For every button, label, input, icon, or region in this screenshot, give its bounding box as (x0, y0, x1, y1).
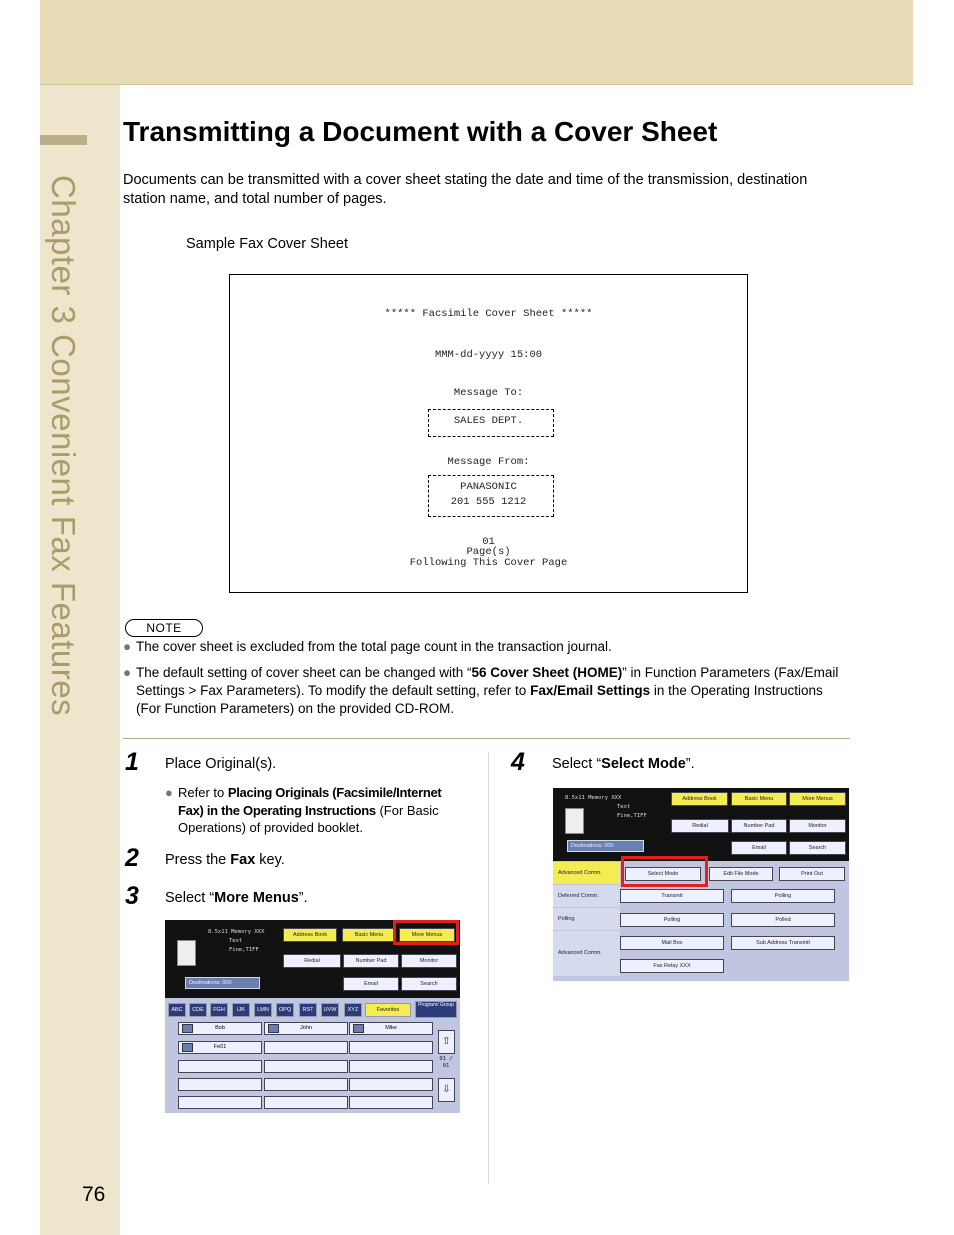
step-4-number: 4 (511, 748, 525, 776)
destination-empty-12[interactable] (349, 1078, 433, 1091)
step-3-number: 3 (125, 882, 139, 910)
step-4-text: Select “Select Mode”. (552, 756, 695, 772)
tab-abc[interactable]: ABC (168, 1003, 186, 1017)
fax-relay-button[interactable]: Fax Relay XXX (620, 959, 724, 973)
destination-empty-9[interactable] (349, 1060, 433, 1073)
fax-cover-sheet-sample (229, 274, 748, 593)
note-bullet-1: ● The cover sheet is excluded from the total page count in the transaction journal. (123, 639, 612, 654)
destination-bob[interactable]: Bob (178, 1022, 262, 1035)
tab-opq[interactable]: OPQ (276, 1003, 294, 1017)
destination-fe01[interactable]: Fe01 (178, 1041, 262, 1054)
cover-to-label: Message To: (453, 387, 524, 399)
cover-datetime: MMM-dd-yyyy 15:00 (434, 349, 543, 361)
number-pad-button[interactable]: Number Pad (343, 954, 399, 968)
screen2-status-3: Fine,TIFF (617, 813, 647, 819)
basic-menu-button[interactable]: Basic Menu (342, 928, 396, 942)
touch-panel-screen-1 (165, 920, 460, 1113)
more-menus-button[interactable]: More Menus (399, 928, 455, 942)
tab-favorites[interactable]: Favorites (365, 1003, 411, 1017)
polling-button[interactable]: Polling (620, 913, 724, 927)
address-book-button[interactable]: Address Book (671, 792, 728, 806)
cover-pages-count: 01 (482, 536, 495, 548)
email-button[interactable]: Email (343, 977, 399, 991)
chapter-label: Chapter 3 Convenient Fax Features (45, 175, 82, 717)
search-button[interactable]: Search (789, 841, 846, 855)
document-icon (565, 808, 584, 834)
sub-address-transmit-button[interactable]: Sub Address Transmit (731, 936, 835, 950)
select-mode-highlight (621, 856, 708, 887)
screen1-page-indicator: 01 / 01 (439, 1056, 453, 1069)
select-mode-button[interactable]: Select Mode (625, 867, 701, 881)
search-button[interactable]: Search (401, 977, 457, 991)
cover-from-name: PANASONIC (460, 481, 517, 493)
destination-empty-5[interactable] (264, 1041, 348, 1054)
destination-empty-13[interactable] (178, 1096, 262, 1109)
chapter-tab-marker (40, 135, 87, 145)
more-menus-button[interactable]: More Menus (789, 792, 846, 806)
tab-program-group[interactable]: Program/ Group (415, 1001, 457, 1018)
destination-empty-7[interactable] (178, 1060, 262, 1073)
note-badge: NOTE (125, 619, 203, 637)
screen2-status-2: Text (617, 804, 631, 810)
step-1-subnote: ● Refer to Placing Originals (Facsimile/Internet Fax) in the Operating Instructions (For Basic Operations) of provided booklet. (165, 785, 442, 835)
cover-pages-following: Following This Cover Page (409, 557, 568, 569)
screen1-status-3: Fine,TIFF (229, 947, 259, 953)
tab-uvw[interactable]: UVW (321, 1003, 339, 1017)
more-menus-highlight (393, 920, 459, 945)
tab-ijk[interactable]: IJK (232, 1003, 250, 1017)
cover-to-value: SALES DEPT. (453, 415, 524, 427)
deferred-polling-button[interactable]: Polling (731, 889, 835, 903)
page-title: Transmitting a Document with a Cover Sheet (123, 116, 718, 147)
side-polling: Polling (553, 908, 620, 930)
print-out-button[interactable]: Print Out (779, 867, 845, 881)
destination-empty-10[interactable] (178, 1078, 262, 1091)
scroll-up-arrow-icon[interactable]: ⇧ (438, 1030, 455, 1054)
scroll-down-arrow-icon[interactable]: ⇩ (438, 1078, 455, 1102)
destination-empty-14[interactable] (264, 1096, 348, 1109)
destination-empty-15[interactable] (349, 1096, 433, 1109)
side-deferred-comm: Deferred Comm. (553, 885, 620, 907)
monitor-button[interactable]: Monitor (789, 819, 846, 833)
tab-cde[interactable]: CDE (189, 1003, 207, 1017)
note-bullet-2: ● The default setting of cover sheet can be changed with “56 Cover Sheet (HOME)” in Function Parameters (Fax/Email Settings > Fax Parameters). To modify the default setting, refer to Fax/Email Settings in the Operating Instructions (For Function Parameters) on the provided CD-ROM. (123, 665, 839, 716)
column-divider (488, 752, 489, 1184)
monitor-button[interactable]: Monitor (401, 954, 457, 968)
destination-empty-11[interactable] (264, 1078, 348, 1091)
cover-from-label: Message From: (447, 456, 530, 468)
cover-header: ***** Facsimile Cover Sheet ***** (384, 308, 593, 320)
intro-paragraph: Documents can be transmitted with a cover sheet stating the date and time of the transmission, destination station name, and total number of pages. (123, 172, 808, 207)
side-advanced-comm: Advanced Comm. (553, 862, 620, 884)
mail-box-button[interactable]: Mail Box (620, 936, 724, 950)
screen2-destinations: Destinations: 000 (567, 840, 644, 852)
destination-empty-8[interactable] (264, 1060, 348, 1073)
polled-button[interactable]: Polled (731, 913, 835, 927)
cover-from-number: 201 555 1212 (450, 496, 527, 508)
header-band (40, 0, 913, 85)
screen1-status-1: 8.5x11 Memory XXX (208, 929, 265, 935)
tab-lmn[interactable]: LMN (254, 1003, 272, 1017)
screen1-destinations: Destinations: 000 (185, 977, 260, 989)
email-button[interactable]: Email (731, 841, 787, 855)
step-3-text: Select “More Menus”. (165, 890, 308, 906)
section-divider (123, 738, 850, 739)
redial-button[interactable]: Redial (283, 954, 341, 968)
document-icon (177, 940, 196, 966)
address-book-button[interactable]: Address Book (283, 928, 337, 942)
screen2-status-1: 8.5x11 Memory XXX (565, 795, 622, 801)
step-1-number: 1 (125, 748, 139, 776)
basic-menu-button[interactable]: Basic Menu (731, 792, 787, 806)
tab-rst[interactable]: RST (299, 1003, 317, 1017)
side-advanced-comm-2: Advanced Comm. (553, 931, 620, 976)
destination-empty-6[interactable] (349, 1041, 433, 1054)
tab-fgh[interactable]: FGH (210, 1003, 228, 1017)
redial-button[interactable]: Redial (671, 819, 729, 833)
step-1-text: Place Original(s). (165, 756, 277, 772)
tab-xyz[interactable]: XYZ (344, 1003, 362, 1017)
destination-john[interactable]: John (264, 1022, 348, 1035)
destination-mike[interactable]: Mike (349, 1022, 433, 1035)
touch-panel-screen-2 (553, 788, 849, 981)
transmit-button[interactable]: Transmit (620, 889, 724, 903)
sample-label: Sample Fax Cover Sheet (186, 236, 348, 252)
step-2-text: Press the Fax key. (165, 852, 285, 868)
cover-pages-label: Page(s) (466, 546, 511, 558)
page-number: 76 (82, 1183, 106, 1206)
screen1-status-2: Text (229, 938, 243, 944)
edit-file-mode-button[interactable]: Edit File Mode (709, 867, 773, 881)
step-2-number: 2 (125, 844, 139, 872)
number-pad-button[interactable]: Number Pad (731, 819, 787, 833)
